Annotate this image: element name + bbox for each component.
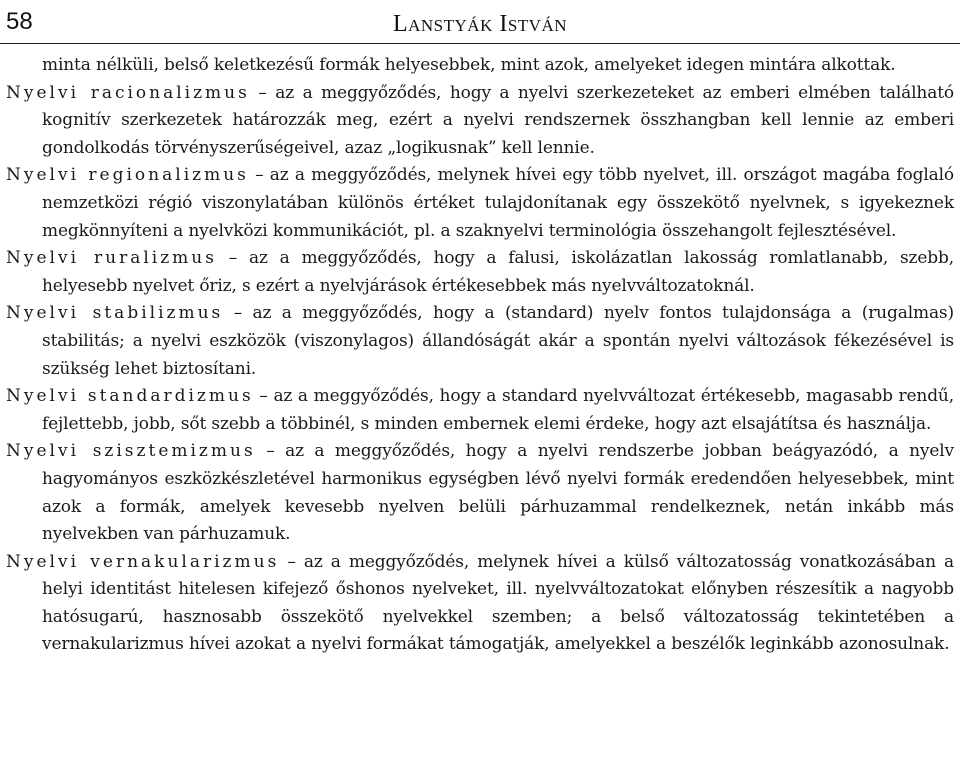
entry-definition: – az a meggyőződés, hogy a falusi, iskolázatlan lakosság romlatlanabb, szebb, helyesebb nyelvet őriz, s ezért a nyelvjárások értékesebbek más nyelvváltozatoknál.: [42, 248, 954, 296]
entry-definition: – az a meggyőződés, hogy a nyelvi rendszerbe jobban beágyazódó, a nyelv hagyományos eszközkészletével harmonikus egységben lévő nyelvi formák eredendően helyesebbek, mint azok a formák, amelyek kevesebb nyelven belüli párhuzammal rendelkeznek, netán inkább más nyelvekben van párhuzamuk.: [42, 441, 954, 545]
entry-term: Nyelvi ruralizmus: [6, 248, 217, 269]
entry-term: Nyelvi standardizmus: [6, 386, 254, 407]
glossary-entry: [6, 438, 954, 548]
glossary-entry: [6, 245, 954, 300]
running-head: Lanstyák István: [392, 11, 568, 37]
entry-definition: – az a meggyőződés, melynek hívei egy több nyelvet, ill. országot magába foglaló nemzetközi régió viszonylatában különös értéket tulajdonítanak egy összekötő nyelvnek, s igyekeznek megkönnyíteni a nyelvközi kommunikációt, pl. a szaknyelvi terminológia összehangolt fejlesztésével.: [42, 165, 954, 241]
glossary-body: [6, 52, 954, 659]
glossary-entry: [6, 383, 954, 438]
glossary-entry: [6, 300, 954, 383]
continuation-paragraph: minta nélküli, belső keletkezésű formák helyesebbek, mint azok, amelyeket idegen mintára alkottak.: [42, 55, 896, 75]
glossary-entry: [6, 162, 954, 245]
entry-definition: – az a meggyőződés, melynek hívei a külső változatosság vonatkozásában a helyi identitást hitelesen kifejező őshonos nyelveket, ill. nyelvváltozatokat előnyben részesítik a nagyobb hatósugarú, hasznosabb összekötő nyelvekkel szemben; a belső változatosság tekintetében a vernakularizmus hívei azokat a nyelvi formákat támogatják, amelyekkel a beszélők leginkább azonosulnak.: [42, 551, 954, 655]
entry-definition: – az a meggyőződés, hogy a (standard) nyelv fontos tulajdonsága a (rugalmas) stabilitás; a nyelvi eszközök (viszonylagos) állandóságát akár a spontán nyelvi változások fékezésével is szükség lehet biztosítani.: [42, 303, 954, 379]
glossary-entry: [6, 80, 954, 163]
entry-term: Nyelvi racionalizmus: [6, 82, 250, 103]
entry-definition: – az a meggyőződés, hogy a standard nyelvváltozat értékesebb, magasabb rendű, fejlettebb, jobb, sőt szebb a többinél, s minden embernek elemi érdeke, hogy azt elsajátítsa és használja.: [42, 386, 954, 434]
page-header: [0, 0, 960, 44]
entry-term: Nyelvi vernakularizmus: [6, 551, 280, 572]
entry-term: Nyelvi stabilizmus: [6, 303, 224, 324]
entry-term: Nyelvi szisztemizmus: [6, 441, 256, 462]
entry-definition: – az a meggyőződés, hogy a nyelvi szerkezeteket az emberi elmében található kognitív szerkezetek határozzák meg, ezért a nyelvi rendszernek összhangban kell lennie az emberi gondolkodás törvényszerűségeivel, azaz „logikusnak” kell lennie.: [42, 82, 954, 158]
entry-term: Nyelvi regionalizmus: [6, 165, 249, 186]
glossary-entry: [6, 549, 954, 659]
page-number: 58: [6, 8, 33, 35]
